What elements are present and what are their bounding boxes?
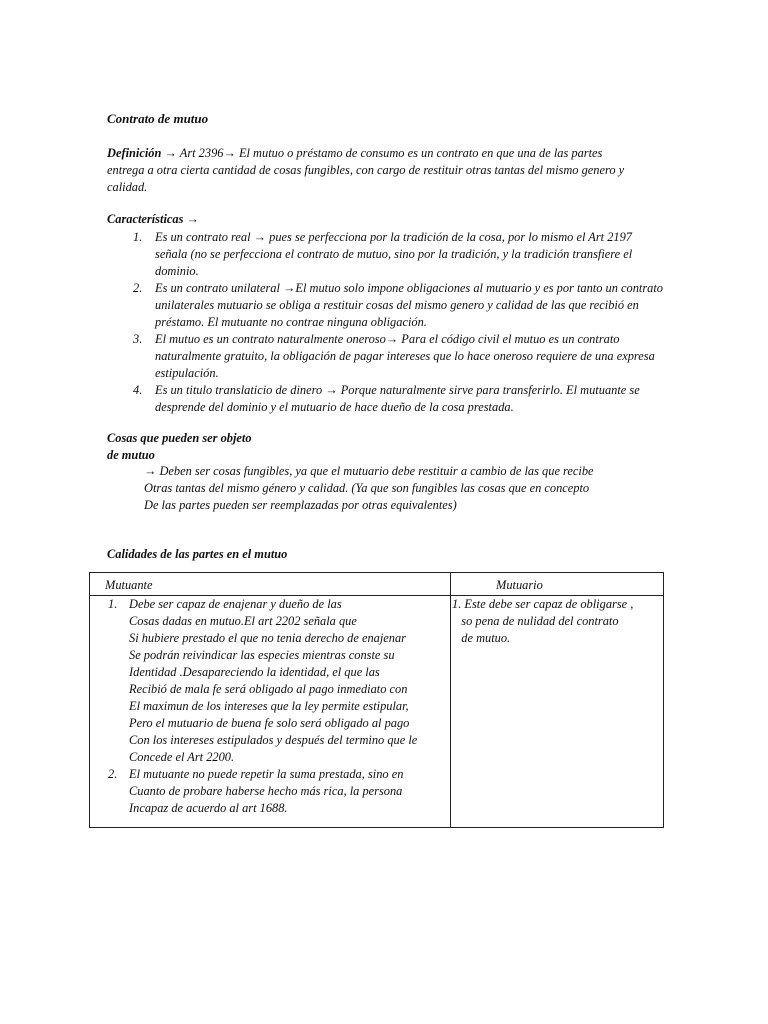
cosas-heading-line: de mutuo [107,448,155,462]
cosas-line: → Deben ser cosas fungibles, ya que el mutuario debe restituir a cambio de las que recibe [144,464,594,478]
list-item-number: 2. [108,767,118,781]
cosas-line: Otras tantas del mismo género y calidad. (Ya que son fungibles las cosas que en concepto [144,481,590,495]
cell-line: El mutuante no puede repetir la suma prestada, sino en [129,767,404,781]
cell-line: El maximun de los intereses que la ley permite estipular, [129,699,409,713]
table-column-divider [450,573,451,827]
list-item-text: Es un contrato unilateral →El mutuo solo impone obligaciones al mutuario y es por tanto un contrato unilaterales mutuario se obliga a restituir cosas del mismo genero y calidad de las que recibió en préstamo. El mutuante no contrae ninguna obligación. [155,281,663,329]
characteristics-heading: Características → [107,212,199,226]
cell-line: Recibió de mala fe será obligado al pago inmediato con [129,682,408,696]
cell-line: Con los intereses estipulados y después del termino que le [129,733,418,747]
cosas-heading-line: Cosas que pueden ser objeto [107,431,252,445]
list-item-text: Es un titulo translaticio de dinero → Porque naturalmente sirve para transferirlo. El mutuante se desprende del dominio y el mutuario de hace dueño de la cosa prestada. [155,383,640,414]
table-header-mutuante: Mutuante [105,578,153,592]
cell-line: Si hubiere prestado el que no tenia derecho de enajenar [129,631,406,645]
cell-line: Pero el mutuario de buena fe solo será obligado al pago [129,716,410,730]
cell-line: so pena de nulidad del contrato [452,614,619,628]
list-item-number: 1. [108,597,118,611]
cell-line: Cosas dadas en mutuo.El art 2202 señala que [129,614,357,628]
list-item-number: 4. [133,383,143,397]
list-item-text: Es un contrato real → pues se perfecciona por la tradición de la cosa, por lo mismo el Art 2197 señala (no se perfecciona el contrato de mutuo, sino por la tradición, y la tradición transfiere el dominio. [155,230,633,278]
cell-line: de mutuo. [452,631,511,645]
cell-line: Debe ser capaz de enajenar y dueño de las [129,597,342,611]
cell-line: 1. Este debe ser capaz de obligarse , [452,597,634,611]
mutuario-cell [452,596,657,647]
cell-line: Se podrán reivindicar las especies mientras conste su [129,648,395,662]
definition-label: Definición [107,146,162,160]
parties-table [89,572,664,828]
cosas-line: De las partes pueden ser reemplazadas por otras equivalentes) [144,498,457,512]
characteristics-list [107,229,667,416]
cell-line: Concede el Art 2200. [129,750,235,764]
list-item-text: El mutuo es un contrato naturalmente oneroso→ Para el código civil el mutuo es un contrato naturalmente gratuito, la obligación de pagar intereses que lo hace oneroso requiere de una expresa estipulación. [155,332,655,380]
document-title: Contrato de mutuo [107,111,209,126]
cell-line: Incapaz de acuerdo al art 1688. [129,801,288,815]
list-item [96,596,450,766]
list-item-number: 2. [133,281,143,295]
calidades-heading: Calidades de las partes en el mutuo [107,547,288,561]
list-item [107,331,667,382]
list-item-number: 1. [133,230,143,244]
list-item-number: 3. [133,332,143,346]
list-item [96,766,450,817]
list-item [107,382,667,416]
cell-line: Cuanto de probare haberse hecho más rica, la persona [129,784,403,798]
cosas-heading [107,430,307,464]
mutuante-cell [96,596,450,817]
table-header-mutuario: Mutuario [496,578,543,592]
definition-paragraph [107,145,637,196]
definition-text: → Art 2396→ El mutuo o préstamo de consumo es un contrato en que una de las partes entrega a otra cierta cantidad de cosas fungibles, con cargo de restituir otras tantas del mismo genero y calidad. [107,146,625,194]
cosas-paragraph [144,463,684,514]
cell-line: Identidad .Desapareciendo la identidad, el que las [129,665,380,679]
list-item [107,280,667,331]
list-item [107,229,667,280]
